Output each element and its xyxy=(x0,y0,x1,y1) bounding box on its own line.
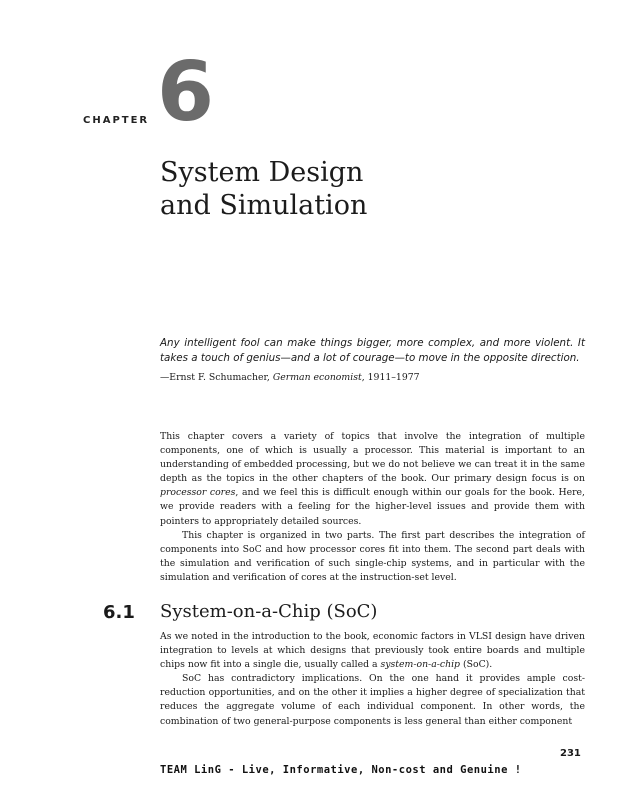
epigraph-attribution xyxy=(160,372,585,383)
epigraph-role: German economist xyxy=(272,372,362,383)
section-body xyxy=(160,630,585,729)
epigraph xyxy=(160,336,585,383)
epigraph-author: —Ernst F. Schumacher, xyxy=(160,372,273,383)
epigraph-years: , 1911–1977 xyxy=(361,372,420,383)
intro-paragraph-1 xyxy=(160,430,585,529)
section-paragraph-2: SoC has contradictory implications. On the one hand it provides ample cost-reduction opportunities, and on the other it implies a higher degree of specialization that reduces the aggregate volume of each individual component. In other words, the combination of two general-purpose components is less general than either component xyxy=(160,673,585,727)
chapter-title xyxy=(160,156,367,222)
epigraph-quote: Any intelligent fool can make things bigger, more complex, and more violent. It takes a touch of genius—and a lot of courage—to move in the opposite direction. xyxy=(160,337,585,364)
chapter-label: CHAPTER xyxy=(83,115,150,126)
chapter-title-line-1: System Design xyxy=(160,157,364,188)
intro-p1-emphasis: processor cores xyxy=(160,487,236,499)
section-p1-text-a: As we noted in the introduction to the book, economic factors in VLSI design have driven integration to levels at which designs that previously took entire boards and multiple chips now fit into a single die, usually called a xyxy=(160,631,585,671)
chapter-title-line-2: and Simulation xyxy=(160,190,368,221)
chapter-number: 6 xyxy=(157,45,215,140)
section-paragraph-1 xyxy=(160,630,585,672)
section-title: System-on-a-Chip (SoC) xyxy=(160,601,378,622)
section-p1-emphasis: system-on-a-chip xyxy=(380,659,461,671)
intro-p1-text-a: This chapter covers a variety of topics that involve the integration of multiple components, one of which is usually a processor. This material is important to an understanding of embedded processing, but we do not believe we can treat it in the same depth as the topics in the other chapters of the book. Our primary design focus is on xyxy=(160,431,585,485)
intro-p1-text-b: , and we feel this is difficult enough within our goals for the book. Here, we provide readers with a feeling for the higher-level issues and provide them with pointers to appropriately detailed sources. xyxy=(160,487,585,527)
section-p1-text-b: (SoC). xyxy=(460,659,493,671)
page-number: 231 xyxy=(560,748,581,759)
intro-text xyxy=(160,430,585,585)
intro-paragraph-2: This chapter is organized in two parts. The first part describes the integration of components into SoC and how processor cores fit into them. The second part deals with the simulation and verification of such single-chip systems, and in particular with the simulation and verification of cores at the instruction-set level. xyxy=(160,529,585,583)
section-number: 6.1 xyxy=(103,602,135,623)
footer-banner: TEAM LinG - Live, Informative, Non-cost and Genuine ! xyxy=(160,764,522,776)
